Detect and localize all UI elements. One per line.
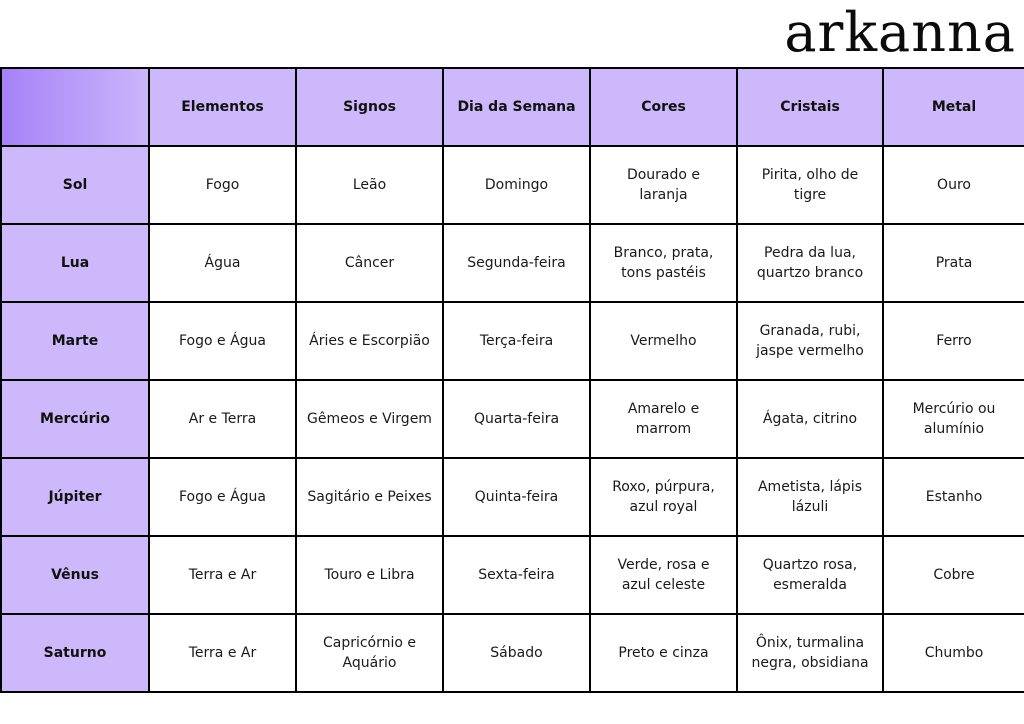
cell-cristais: Quartzo rosa, esmeralda [737, 536, 883, 614]
planet-name: Júpiter [1, 458, 149, 536]
cell-cores: Vermelho [590, 302, 737, 380]
cell-signos: Áries e Escorpião [296, 302, 443, 380]
cell-elementos: Fogo e Água [149, 302, 296, 380]
planet-name: Sol [1, 146, 149, 224]
table-row [1, 302, 1024, 380]
cell-dia-da-semana: Quinta-feira [443, 458, 590, 536]
cell-signos: Sagitário e Peixes [296, 458, 443, 536]
table-row [1, 224, 1024, 302]
planet-name: Vênus [1, 536, 149, 614]
cell-elementos: Fogo [149, 146, 296, 224]
cell-cristais: Granada, rubi, jaspe vermelho [737, 302, 883, 380]
cell-cristais: Ônix, turmalina negra, obsidiana [737, 614, 883, 692]
table-row [1, 146, 1024, 224]
header-metal: Metal [883, 68, 1024, 146]
cell-cristais: Pirita, olho de tigre [737, 146, 883, 224]
cell-metal: Ferro [883, 302, 1024, 380]
cell-signos: Capricórnio e Aquário [296, 614, 443, 692]
cell-metal: Chumbo [883, 614, 1024, 692]
header-signos: Signos [296, 68, 443, 146]
table-row [1, 380, 1024, 458]
table-row [1, 458, 1024, 536]
cell-dia-da-semana: Terça-feira [443, 302, 590, 380]
table-row [1, 536, 1024, 614]
cell-signos: Câncer [296, 224, 443, 302]
cell-metal: Prata [883, 224, 1024, 302]
cell-dia-da-semana: Quarta-feira [443, 380, 590, 458]
cell-signos: Gêmeos e Virgem [296, 380, 443, 458]
cell-metal: Estanho [883, 458, 1024, 536]
header-cores: Cores [590, 68, 737, 146]
cell-metal: Mercúrio ou alumínio [883, 380, 1024, 458]
cell-elementos: Terra e Ar [149, 536, 296, 614]
header-cristais: Cristais [737, 68, 883, 146]
planet-name: Saturno [1, 614, 149, 692]
cell-cores: Roxo, púrpura, azul royal [590, 458, 737, 536]
arkanna-logo: arkanna [784, 1, 1016, 64]
cell-signos: Leão [296, 146, 443, 224]
cell-elementos: Ar e Terra [149, 380, 296, 458]
cell-dia-da-semana: Sábado [443, 614, 590, 692]
cell-metal: Ouro [883, 146, 1024, 224]
planet-name: Lua [1, 224, 149, 302]
planet-name: Mercúrio [1, 380, 149, 458]
cell-cristais: Pedra da lua, quartzo branco [737, 224, 883, 302]
header-corner-cell [1, 68, 149, 146]
cell-elementos: Fogo e Água [149, 458, 296, 536]
cell-cristais: Ametista, lápis lázuli [737, 458, 883, 536]
cell-signos: Touro e Libra [296, 536, 443, 614]
planet-name: Marte [1, 302, 149, 380]
cell-cores: Dourado e laranja [590, 146, 737, 224]
cell-cores: Branco, prata, tons pastéis [590, 224, 737, 302]
header-dia-da-semana: Dia da Semana [443, 68, 590, 146]
cell-dia-da-semana: Domingo [443, 146, 590, 224]
table-header-row [1, 68, 1024, 146]
cell-elementos: Terra e Ar [149, 614, 296, 692]
cell-dia-da-semana: Sexta-feira [443, 536, 590, 614]
correspondence-table [0, 67, 1024, 693]
cell-cores: Preto e cinza [590, 614, 737, 692]
cell-metal: Cobre [883, 536, 1024, 614]
cell-elementos: Água [149, 224, 296, 302]
cell-cristais: Ágata, citrino [737, 380, 883, 458]
table-row [1, 614, 1024, 692]
cell-dia-da-semana: Segunda-feira [443, 224, 590, 302]
header-elementos: Elementos [149, 68, 296, 146]
cell-cores: Amarelo e marrom [590, 380, 737, 458]
cell-cores: Verde, rosa e azul celeste [590, 536, 737, 614]
